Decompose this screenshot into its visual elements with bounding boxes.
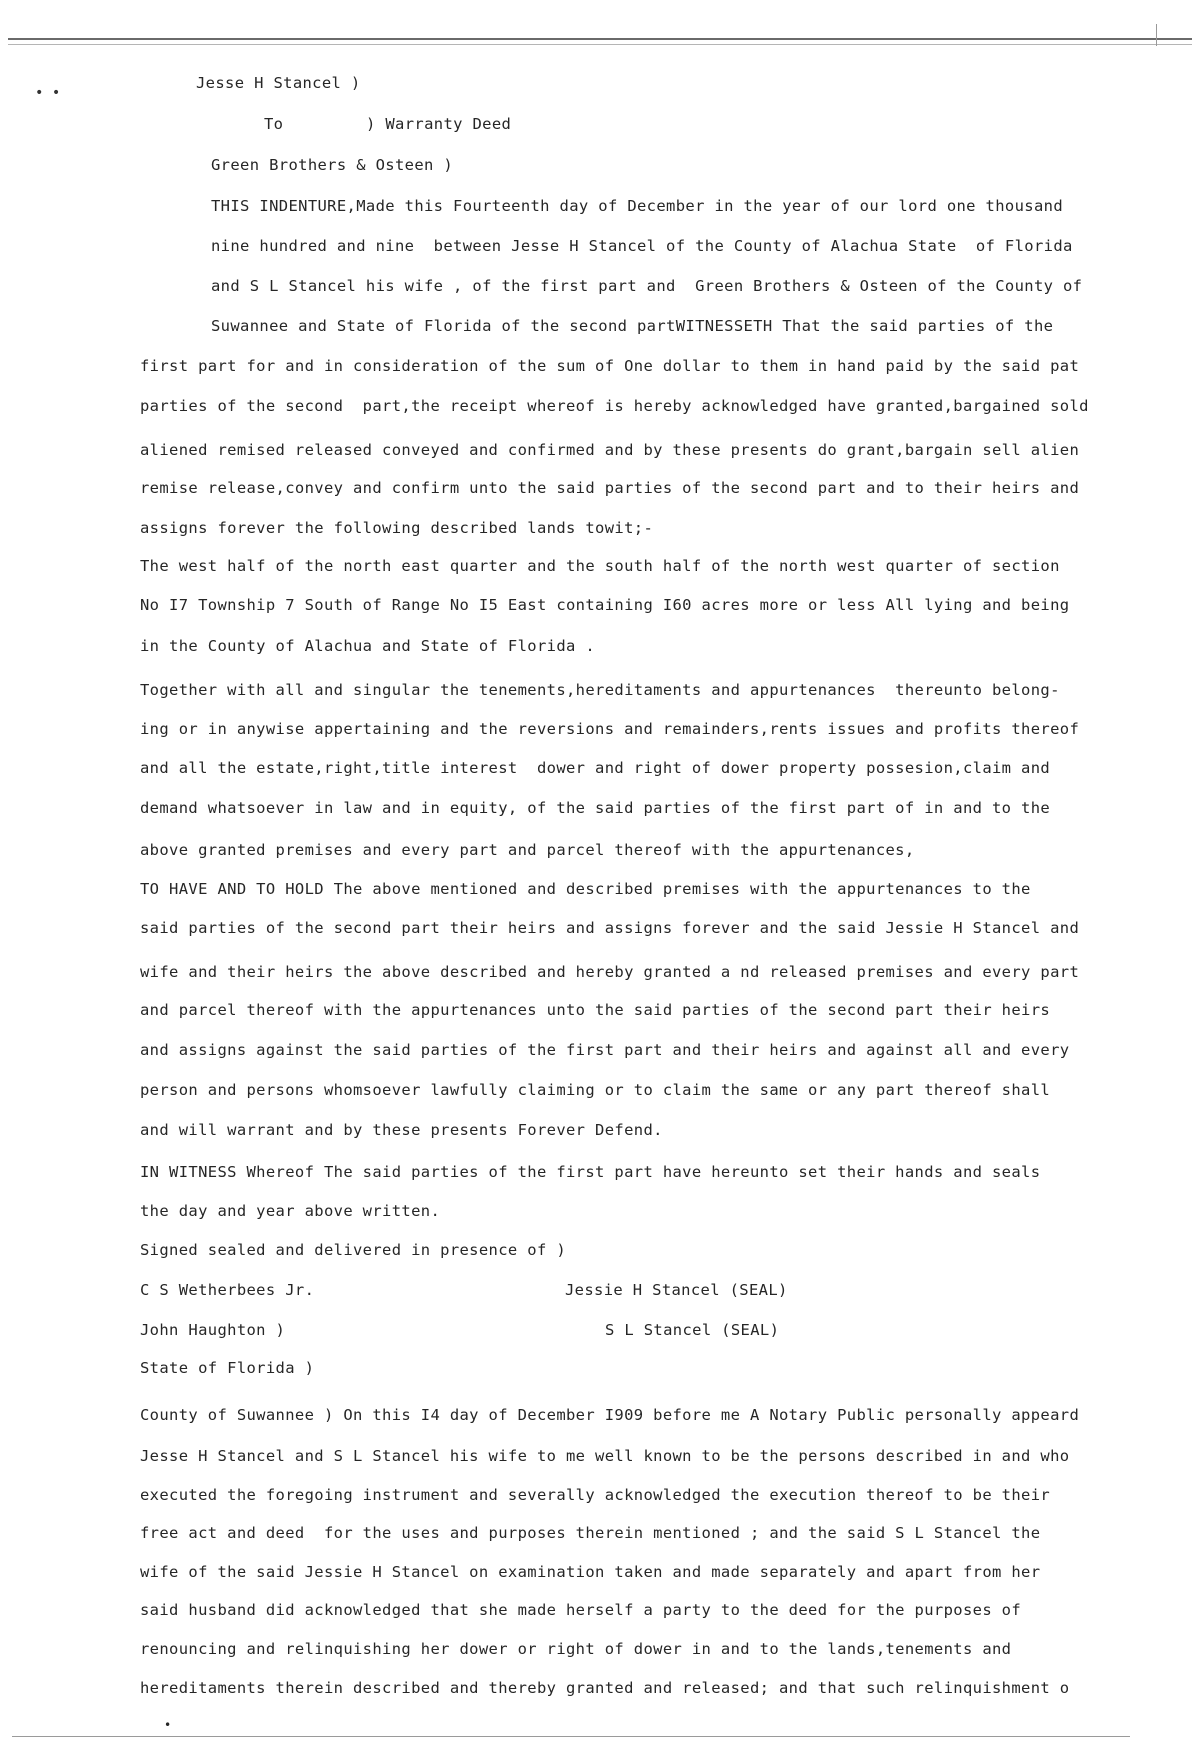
body-line: first part for and in consideration of the sum of One dollar to them in hand paid by the said pat [140,357,1080,375]
witness-1: C S Wetherbees Jr. [140,1281,315,1299]
body-line: and will warrant and by these presents Forever Defend. [140,1121,663,1139]
body-line: person and persons whomsoever lawfully claiming or to claim the same or any part thereof shall [140,1081,1051,1099]
ack-line: said husband did acknowledged that she made herself a party to the deed for the purposes of [140,1601,1022,1619]
body-line: Suwannee and State of Florida of the second partWITNESSETH That the said parties of the [211,317,1054,335]
body-line: The west half of the north east quarter and the south half of the north west quarter of section [140,557,1060,575]
body-line: aliened remised released conveyed and confirmed and by these presents do grant,bargain sell alien [140,441,1080,459]
body-line: and assigns against the said parties of the first part and their heirs and against all and every [140,1041,1070,1059]
ack-line: executed the foregoing instrument and severally acknowledged the execution thereof to be their [140,1486,1051,1504]
body-line: No I7 Township 7 South of Range No I5 East containing I60 acres more or less All lying and being [140,596,1070,614]
body-line: ing or in anywise appertaining and the reversions and remainders,rents issues and profits thereof [140,720,1080,738]
state-line: State of Florida ) [140,1359,315,1377]
body-line: the day and year above written. [140,1202,441,1220]
ack-line: Jesse H Stancel and S L Stancel his wife to me well known to be the persons described in and who [140,1447,1070,1465]
edge-mark [1150,24,1157,46]
body-line: Signed sealed and delivered in presence of ) [140,1241,566,1259]
margin-mark: • • [35,85,61,101]
top-rule [8,38,1192,40]
witness-2: John Haughton ) [140,1321,286,1339]
body-line: THIS INDENTURE,Made this Fourteenth day of December in the year of our lord one thousand [211,197,1063,215]
body-line: demand whatsoever in law and in equity, of the said parties of the first part of in and to the [140,799,1051,817]
body-line: IN WITNESS Whereof The said parties of the first part have hereunto set their hands and seals [140,1163,1041,1181]
to-line: To [264,115,284,133]
body-line: in the County of Alachua and State of Florida . [140,637,596,655]
body-line: wife and their heirs the above described and hereby granted a nd released premises and every part [140,963,1080,981]
ack-line: County of Suwannee ) On this I4 day of December I909 before me A Notary Public personally appeard [140,1406,1080,1424]
grantor-line: Jesse H Stancel ) [196,74,361,92]
body-line: and parcel thereof with the appurtenances unto the said parties of the second part their heirs [140,1001,1051,1019]
body-line: said parties of the second part their heirs and assigns forever and the said Jessie H Stancel and [140,919,1080,937]
body-line: remise release,convey and confirm unto the said parties of the second part and to their heirs and [140,479,1080,497]
ack-line: renouncing and relinquishing her dower or right of dower in and to the lands,tenements and [140,1640,1012,1658]
bottom-mark: • [164,1718,172,1732]
deed-type-line: ) Warranty Deed [366,115,512,133]
body-line: parties of the second part,the receipt whereof is hereby acknowledged have granted,bargained sold [140,397,1089,415]
bottom-rule [12,1736,1130,1737]
signer-1: Jessie H Stancel (SEAL) [565,1281,788,1299]
grantee-line: Green Brothers & Osteen ) [211,156,454,174]
ack-line: hereditaments therein described and thereby granted and released; and that such relinquishment o [140,1679,1070,1697]
body-line: above granted premises and every part and parcel thereof with the appurtenances, [140,841,915,859]
body-line: and all the estate,right,title interest dower and right of dower property possesion,claim and [140,759,1051,777]
signer-2: S L Stancel (SEAL) [605,1321,780,1339]
body-line: TO HAVE AND TO HOLD The above mentioned and described premises with the appurtenances to the [140,880,1031,898]
body-line: assigns forever the following described lands towit;- [140,519,654,537]
body-line: nine hundred and nine between Jesse H Stancel of the County of Alachua State of Florida [211,237,1073,255]
ack-line: wife of the said Jessie H Stancel on examination taken and made separately and apart from her [140,1563,1041,1581]
top-rule-secondary [8,44,1192,45]
body-line: Together with all and singular the tenements,hereditaments and appurtenances thereunto belong- [140,681,1060,699]
ack-line: free act and deed for the uses and purposes therein mentioned ; and the said S L Stancel the [140,1524,1041,1542]
body-line: and S L Stancel his wife , of the first part and Green Brothers & Osteen of the County of [211,277,1083,295]
